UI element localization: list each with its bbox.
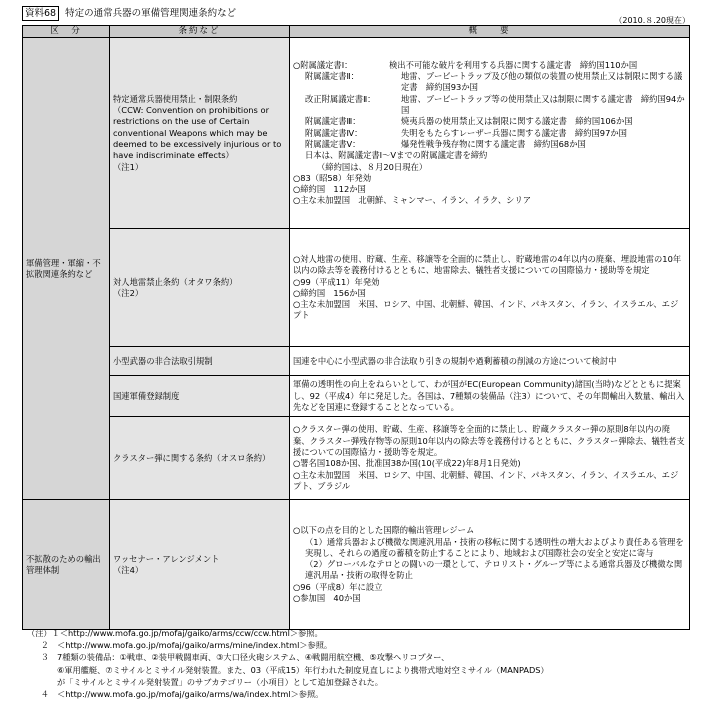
non-member-states: ○主な未加盟国 米国、ロシア、中国、北朝鮮、韓国、インド、パキスタン、イラン、イスラエル、エジプト <box>293 299 679 321</box>
treaty-ccw <box>110 38 290 229</box>
protocol-row <box>293 128 686 139</box>
protocol-row <box>293 116 686 127</box>
state-parties: ○締約国 156か国 <box>293 287 366 298</box>
state-parties: ○署名国108か国、批准国38か国(10(平成22)年8月1日発効) <box>293 458 521 469</box>
footnote <box>27 651 697 663</box>
protocol-text: 地雷、ブービートラップ及び他の類似の装置の使用禁止又は制限に関する議定書 締約国93か国 <box>401 71 683 93</box>
japan-status-note: （締約国は、８月20日現在） <box>317 161 428 172</box>
establishment: ○96（平成8）年に設立 <box>293 581 383 592</box>
note-reference: （注2） <box>113 287 144 298</box>
protocol-text: 検出不可能な破片を利用する兵器に関する議定書 締約国110か国 <box>389 59 638 70</box>
footnote <box>27 627 697 639</box>
footnote-text: ＜http://www.mofa.go.jp/mofaj/gaiko/arms/wa/index.html＞参照。 <box>57 689 324 700</box>
overview-oslo <box>290 417 690 500</box>
document-label: 資料68 <box>22 6 59 21</box>
footnote-text: ＜http://www.mofa.go.jp/mofaj/gaiko/arms/ccw/ccw.html＞参照。 <box>59 628 323 638</box>
state-parties: ○締約国 112か国 <box>293 184 366 195</box>
footnote-continuation: が「ミサイルとミサイル発射装置」のサブカテゴリー（小項目）として追加登録された。 <box>57 676 383 687</box>
category-export-control: 不拡散のための輸出管理体制 <box>23 500 110 630</box>
treaty-name: 特定通常兵器使用禁止・制限条約 <box>113 93 238 104</box>
footnote-text: 7種類の装備品：①戦車、②装甲戦闘車両、③大口径火砲システム、④戦闘用航空機、⑤攻撃ヘリコプター、 <box>57 652 450 663</box>
protocol-label: 改正附属議定書Ⅱ： <box>305 93 376 104</box>
note-reference: （注4） <box>113 564 144 575</box>
treaty-english-name: （CCW: Convention on prohibitions or restrictions on the use of Certain conventional Weapons which may be deemed to be excessively injurious or to have indiscriminate effects） <box>113 105 282 161</box>
overview-ccw <box>290 38 690 229</box>
member-states: ○参加国 40か国 <box>293 593 361 604</box>
footnote-label: （注）１ <box>27 628 60 638</box>
protocol-label: 附属議定書Ⅴ： <box>305 138 361 149</box>
treaty-table <box>22 25 690 630</box>
overview-salw: 国連を中心に小型武器の非合法取り引きの規制や過剰蓄積の削減の方途について検討中 <box>290 347 690 376</box>
footnote <box>27 688 697 700</box>
overview-un-register: 軍備の透明性の向上をねらいとして、わが国がEC(European Community)諸国(当時)などとともに提案し、92（平成4）年に発足した。各国は、7種類の装備品（注3）について、その年間輸出入数量、輸出入先などを国連に登録することとなっている。 <box>290 376 690 417</box>
footnote-label: ２ <box>40 640 49 651</box>
protocol-text: 地雷、ブービートラップ等の使用禁止又は制限に関する議定書 締約国94か国 <box>401 93 685 116</box>
treaty-name: 対人地雷禁止条約（オタワ条約） <box>113 276 238 287</box>
footnotes <box>27 627 697 700</box>
protocol-row <box>293 94 686 117</box>
treaty-salw: 小型武器の非合法取引規制 <box>110 347 290 376</box>
protocol-row <box>293 71 686 94</box>
column-header-category: 区 分 <box>23 26 110 38</box>
footnote-label: ３ <box>40 652 49 663</box>
footnote-continuation: ⑥軍用艦艇、⑦ミサイルとミサイル発射装置。また、03（平成15）年行われた制度見直しにより携帯式地対空ミサイル（MANPADS） <box>57 664 549 675</box>
protocol-text: 焼夷兵器の使用禁止又は制限に関する議定書 締約国106か国 <box>401 116 633 127</box>
treaty-wassenaar <box>110 500 290 630</box>
table-row <box>23 347 690 376</box>
purpose-item: （2）グローバルなテロとの闘いの一環として、テロリスト・グループ等による通常兵器及び機微な関連汎用品・技術の取得を防止 <box>305 559 683 581</box>
overview-wassenaar <box>290 500 690 630</box>
footnote-text: ＜http://www.mofa.go.jp/mofaj/gaiko/arms/mine/index.html＞参照。 <box>57 640 333 651</box>
protocol-text: 爆発性戦争残存物に関する議定書 締約国68か国 <box>401 138 586 149</box>
overview-summary: ○クラスター弾の使用、貯蔵、生産、移譲等を全面的に禁止し、貯蔵クラスター弾の原則8年以内の廃棄、クラスター弾残存物等の原則10年以内の除去等を義務付けるとともに、クラスター弾除去、犠牲者支援についての国際協力・援助等を規定。 <box>293 424 685 457</box>
protocol-label: 附属議定書Ⅲ： <box>305 116 361 127</box>
entry-into-force: ○99（平成11）年発効 <box>293 276 380 287</box>
treaty-un-register: 国連軍備登録制度 <box>110 376 290 417</box>
protocol-label: 附属議定書Ⅳ： <box>305 127 363 138</box>
category-arms-control: 軍備管理・軍縮・不拡散関連条約など <box>23 38 110 500</box>
page-header <box>22 6 236 22</box>
overview-summary: ○以下の点を目的とした国際的輸出管理レジーム <box>293 525 475 536</box>
non-member-states: ○主な未加盟国 米国、ロシア、中国、北朝鮮、韓国、インド、パキスタン、イラン、イスラエル、エジプト、ブラジル <box>293 469 679 491</box>
table-header-row <box>23 26 690 38</box>
table-row <box>23 376 690 417</box>
page-title: 特定の通常兵器の軍備管理関連条約など <box>65 8 237 19</box>
protocol-row <box>293 60 686 71</box>
column-header-overview: 概 要 <box>290 26 690 38</box>
note-reference: （注1） <box>113 161 144 172</box>
purpose-item: （1）通常兵器および機微な関連汎用品・技術の移転に関する透明性の増大およびより責任ある管理を実現し、それらの過度の蓄積を防止することにより、地域および国際社会の安全と安定に寄与 <box>305 536 684 558</box>
protocol-label: 附属議定書Ⅱ： <box>305 71 359 82</box>
protocol-label: ○附属議定書Ⅰ： <box>293 59 353 70</box>
table-row <box>23 229 690 347</box>
protocol-text: 失明をもたらすレーザー兵器に関する議定書 締約国97か国 <box>401 127 627 138</box>
treaty-name: ワッセナー・アレンジメント <box>113 553 220 564</box>
treaty-oslo: クラスター弾に関する条約（オスロ条約） <box>110 417 290 500</box>
table-row <box>23 38 690 229</box>
table-row <box>23 417 690 500</box>
column-header-treaty: 条約など <box>110 26 290 38</box>
table-row <box>23 500 690 630</box>
footnote-label: ４ <box>40 689 49 700</box>
overview-summary: ○対人地雷の使用、貯蔵、生産、移譲等を全面的に禁止し、貯蔵地雷の4年以内の廃棄、埋設地雷の10年以内の除去等を義務付けるとともに、地雷除去、犠牲者支援についての国際協力・援助等を規定 <box>293 253 682 276</box>
footnote <box>27 639 697 651</box>
overview-ottawa <box>290 229 690 347</box>
japan-status: 日本は、附属議定書Ⅰ～Ⅴまでの附属議定書を締約 <box>305 150 488 161</box>
as-of-date: （2010.８.20現在） <box>614 16 690 25</box>
treaty-ottawa <box>110 229 290 347</box>
non-member-states: ○主な未加盟国 北朝鮮、ミャンマー、イラン、イラク、シリア <box>293 195 532 206</box>
entry-into-force: ○83（昭58）年発効 <box>293 172 372 183</box>
protocol-row <box>293 139 686 150</box>
